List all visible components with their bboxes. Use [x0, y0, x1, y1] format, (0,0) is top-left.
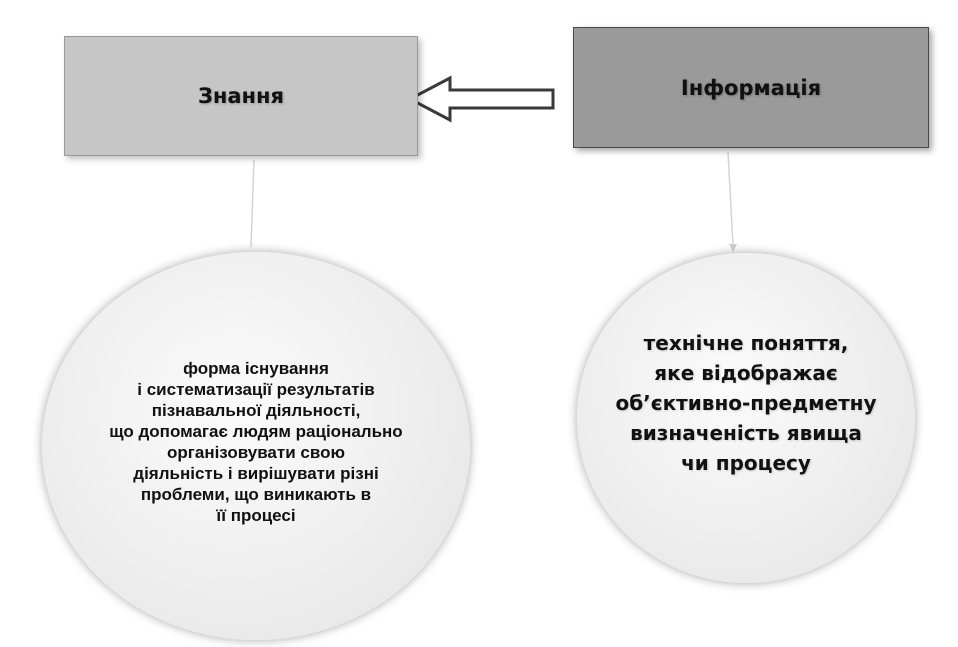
connector-right-arrowhead: [729, 244, 737, 252]
oval-znannia-definition: [42, 252, 470, 640]
oval-znannia-line: пізнавальної діяльності,: [151, 401, 361, 420]
oval-znannia-line: форма існування: [183, 359, 329, 378]
block-arrow-left: [410, 78, 553, 120]
oval-znannia-line: її процесі: [216, 506, 296, 525]
oval-informatsiia-line: визначеність явища: [630, 421, 862, 445]
box-znannia-label: Знання: [197, 84, 285, 108]
oval-znannia-text: [61, 358, 451, 526]
oval-znannia-line: що допомагає людям раціонально: [109, 422, 403, 441]
oval-informatsiia-line: чи процесу: [681, 451, 811, 475]
box-informatsiia-label: Інформація: [680, 75, 822, 100]
oval-znannia-line: і систематизації результатів: [137, 380, 375, 399]
oval-informatsiia-text: [586, 328, 906, 478]
connector-right: [728, 152, 733, 246]
oval-znannia-line: організовувати свою: [167, 443, 345, 462]
oval-informatsiia-line: об’єктивно-предметну: [615, 391, 877, 415]
oval-informatsiia-definition: [577, 253, 915, 583]
box-informatsiia: [573, 27, 929, 148]
oval-informatsiia-line: технічне поняття,: [643, 331, 849, 355]
oval-znannia-line: діяльність і вирішувати різні: [133, 464, 379, 483]
oval-informatsiia-line: яке відображає: [654, 361, 838, 385]
oval-znannia-line: проблеми, що виникають в: [140, 485, 372, 504]
connector-left: [251, 160, 254, 247]
box-znannia: [64, 36, 418, 156]
